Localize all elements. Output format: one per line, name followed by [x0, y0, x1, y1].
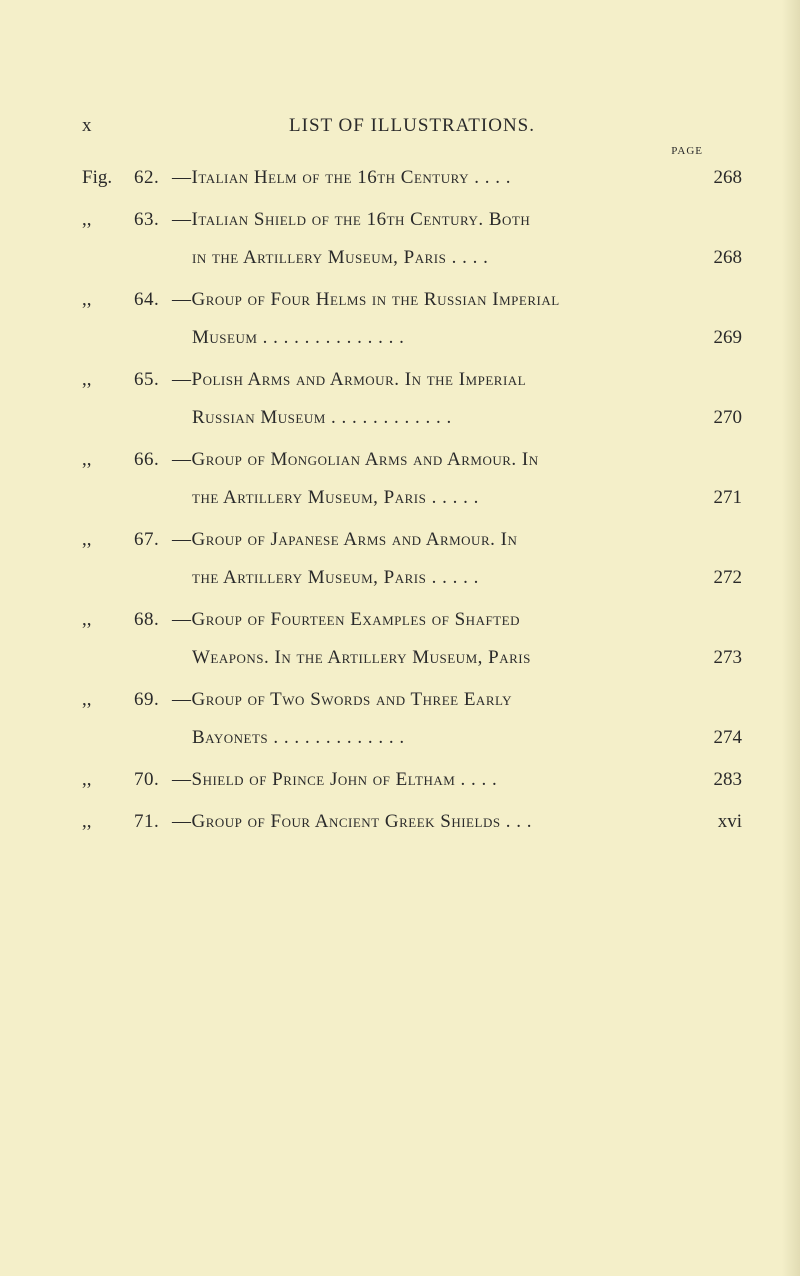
- entry-line-continued: [82, 484, 742, 512]
- entry-text: —Group of Japanese Arms and Armour. In: [172, 529, 518, 550]
- entry-page: 272: [713, 567, 742, 588]
- entry-line-continued: [82, 644, 742, 672]
- entry-number: 66.: [134, 449, 160, 470]
- entry-line: [82, 164, 742, 192]
- list-entry-65: [82, 366, 742, 432]
- entry-line-continued: [82, 564, 742, 592]
- entry-line: [82, 206, 742, 234]
- entry-line: [82, 286, 742, 314]
- list-entry-67: [82, 526, 742, 592]
- list-entry-69: [82, 686, 742, 752]
- entry-prefix: ,,: [82, 769, 92, 790]
- entry-page: 268: [713, 247, 742, 268]
- entry-prefix: ,,: [82, 369, 92, 390]
- list-entry-71: [82, 808, 742, 836]
- entry-prefix: ,,: [82, 209, 92, 230]
- entry-line: [82, 606, 742, 634]
- entry-number: 68.: [134, 609, 160, 630]
- entry-text: in the Artillery Museum, Paris . . . .: [192, 247, 489, 268]
- entry-number: 63.: [134, 209, 160, 230]
- list-entry-63: [82, 206, 742, 272]
- entry-text: —Polish Arms and Armour. In the Imperial: [172, 369, 527, 390]
- list-entry-64: [82, 286, 742, 352]
- entry-page: 270: [713, 407, 742, 428]
- entry-text: —Group of Mongolian Arms and Armour. In: [172, 449, 539, 470]
- list-entry-70: [82, 766, 742, 794]
- entry-number: 62.: [134, 167, 160, 188]
- entry-text: Russian Museum . . . . . . . . . . . .: [192, 407, 452, 428]
- entry-line: [82, 686, 742, 714]
- entry-prefix: ,,: [82, 289, 92, 310]
- entry-prefix: ,,: [82, 689, 92, 710]
- page-edge-shadow: [782, 0, 800, 1276]
- page-column-label: PAGE: [671, 145, 703, 157]
- entry-page: 283: [713, 769, 742, 790]
- entry-line: [82, 526, 742, 554]
- page-title: LIST OF ILLUSTRATIONS.: [289, 115, 535, 136]
- entry-page: xvi: [717, 811, 742, 832]
- entry-text: Museum . . . . . . . . . . . . . .: [192, 327, 405, 348]
- entry-line: [82, 446, 742, 474]
- entry-line-continued: [82, 244, 742, 272]
- entry-page: 274: [713, 727, 742, 748]
- entry-line-continued: [82, 404, 742, 432]
- entry-line: [82, 808, 742, 836]
- entry-line-continued: [82, 324, 742, 352]
- entry-number: 64.: [134, 289, 160, 310]
- list-entry-66: [82, 446, 742, 512]
- illustration-list: [82, 164, 742, 850]
- entry-page: 268: [713, 167, 742, 188]
- entry-text: the Artillery Museum, Paris . . . . .: [192, 567, 479, 588]
- entry-line: [82, 366, 742, 394]
- entry-text: —Italian Helm of the 16th Century . . . .: [172, 167, 511, 188]
- entry-number: 65.: [134, 369, 160, 390]
- entry-line-continued: [82, 724, 742, 752]
- entry-text: —Group of Fourteen Examples of Shafted: [172, 609, 520, 630]
- entry-text: —Group of Four Ancient Greek Shields . . .: [172, 811, 533, 832]
- entry-prefix: ,,: [82, 811, 92, 832]
- entry-text: Weapons. In the Artillery Museum, Paris: [192, 647, 531, 668]
- entry-text: the Artillery Museum, Paris . . . . .: [192, 487, 479, 508]
- entry-prefix: ,,: [82, 609, 92, 630]
- entry-prefix: Fig.: [82, 167, 113, 188]
- entry-text: Bayonets . . . . . . . . . . . . .: [192, 727, 405, 748]
- entry-text: —Italian Shield of the 16th Century. Both: [172, 209, 531, 230]
- entry-number: 67.: [134, 529, 160, 550]
- entry-page: 269: [713, 327, 742, 348]
- entry-line: [82, 766, 742, 794]
- entry-text: —Group of Four Helms in the Russian Imperial: [172, 289, 560, 310]
- entry-prefix: ,,: [82, 529, 92, 550]
- entry-page: 273: [713, 647, 742, 668]
- entry-number: 69.: [134, 689, 160, 710]
- list-entry-62: [82, 164, 742, 192]
- entry-prefix: ,,: [82, 449, 92, 470]
- running-header: [82, 115, 742, 139]
- list-entry-68: [82, 606, 742, 672]
- entry-number: 71.: [134, 811, 160, 832]
- entry-text: —Group of Two Swords and Three Early: [172, 689, 513, 710]
- entry-number: 70.: [134, 769, 160, 790]
- entry-page: 271: [713, 487, 742, 508]
- entry-text: —Shield of Prince John of Eltham . . . .: [172, 769, 498, 790]
- page-number: x: [82, 115, 93, 136]
